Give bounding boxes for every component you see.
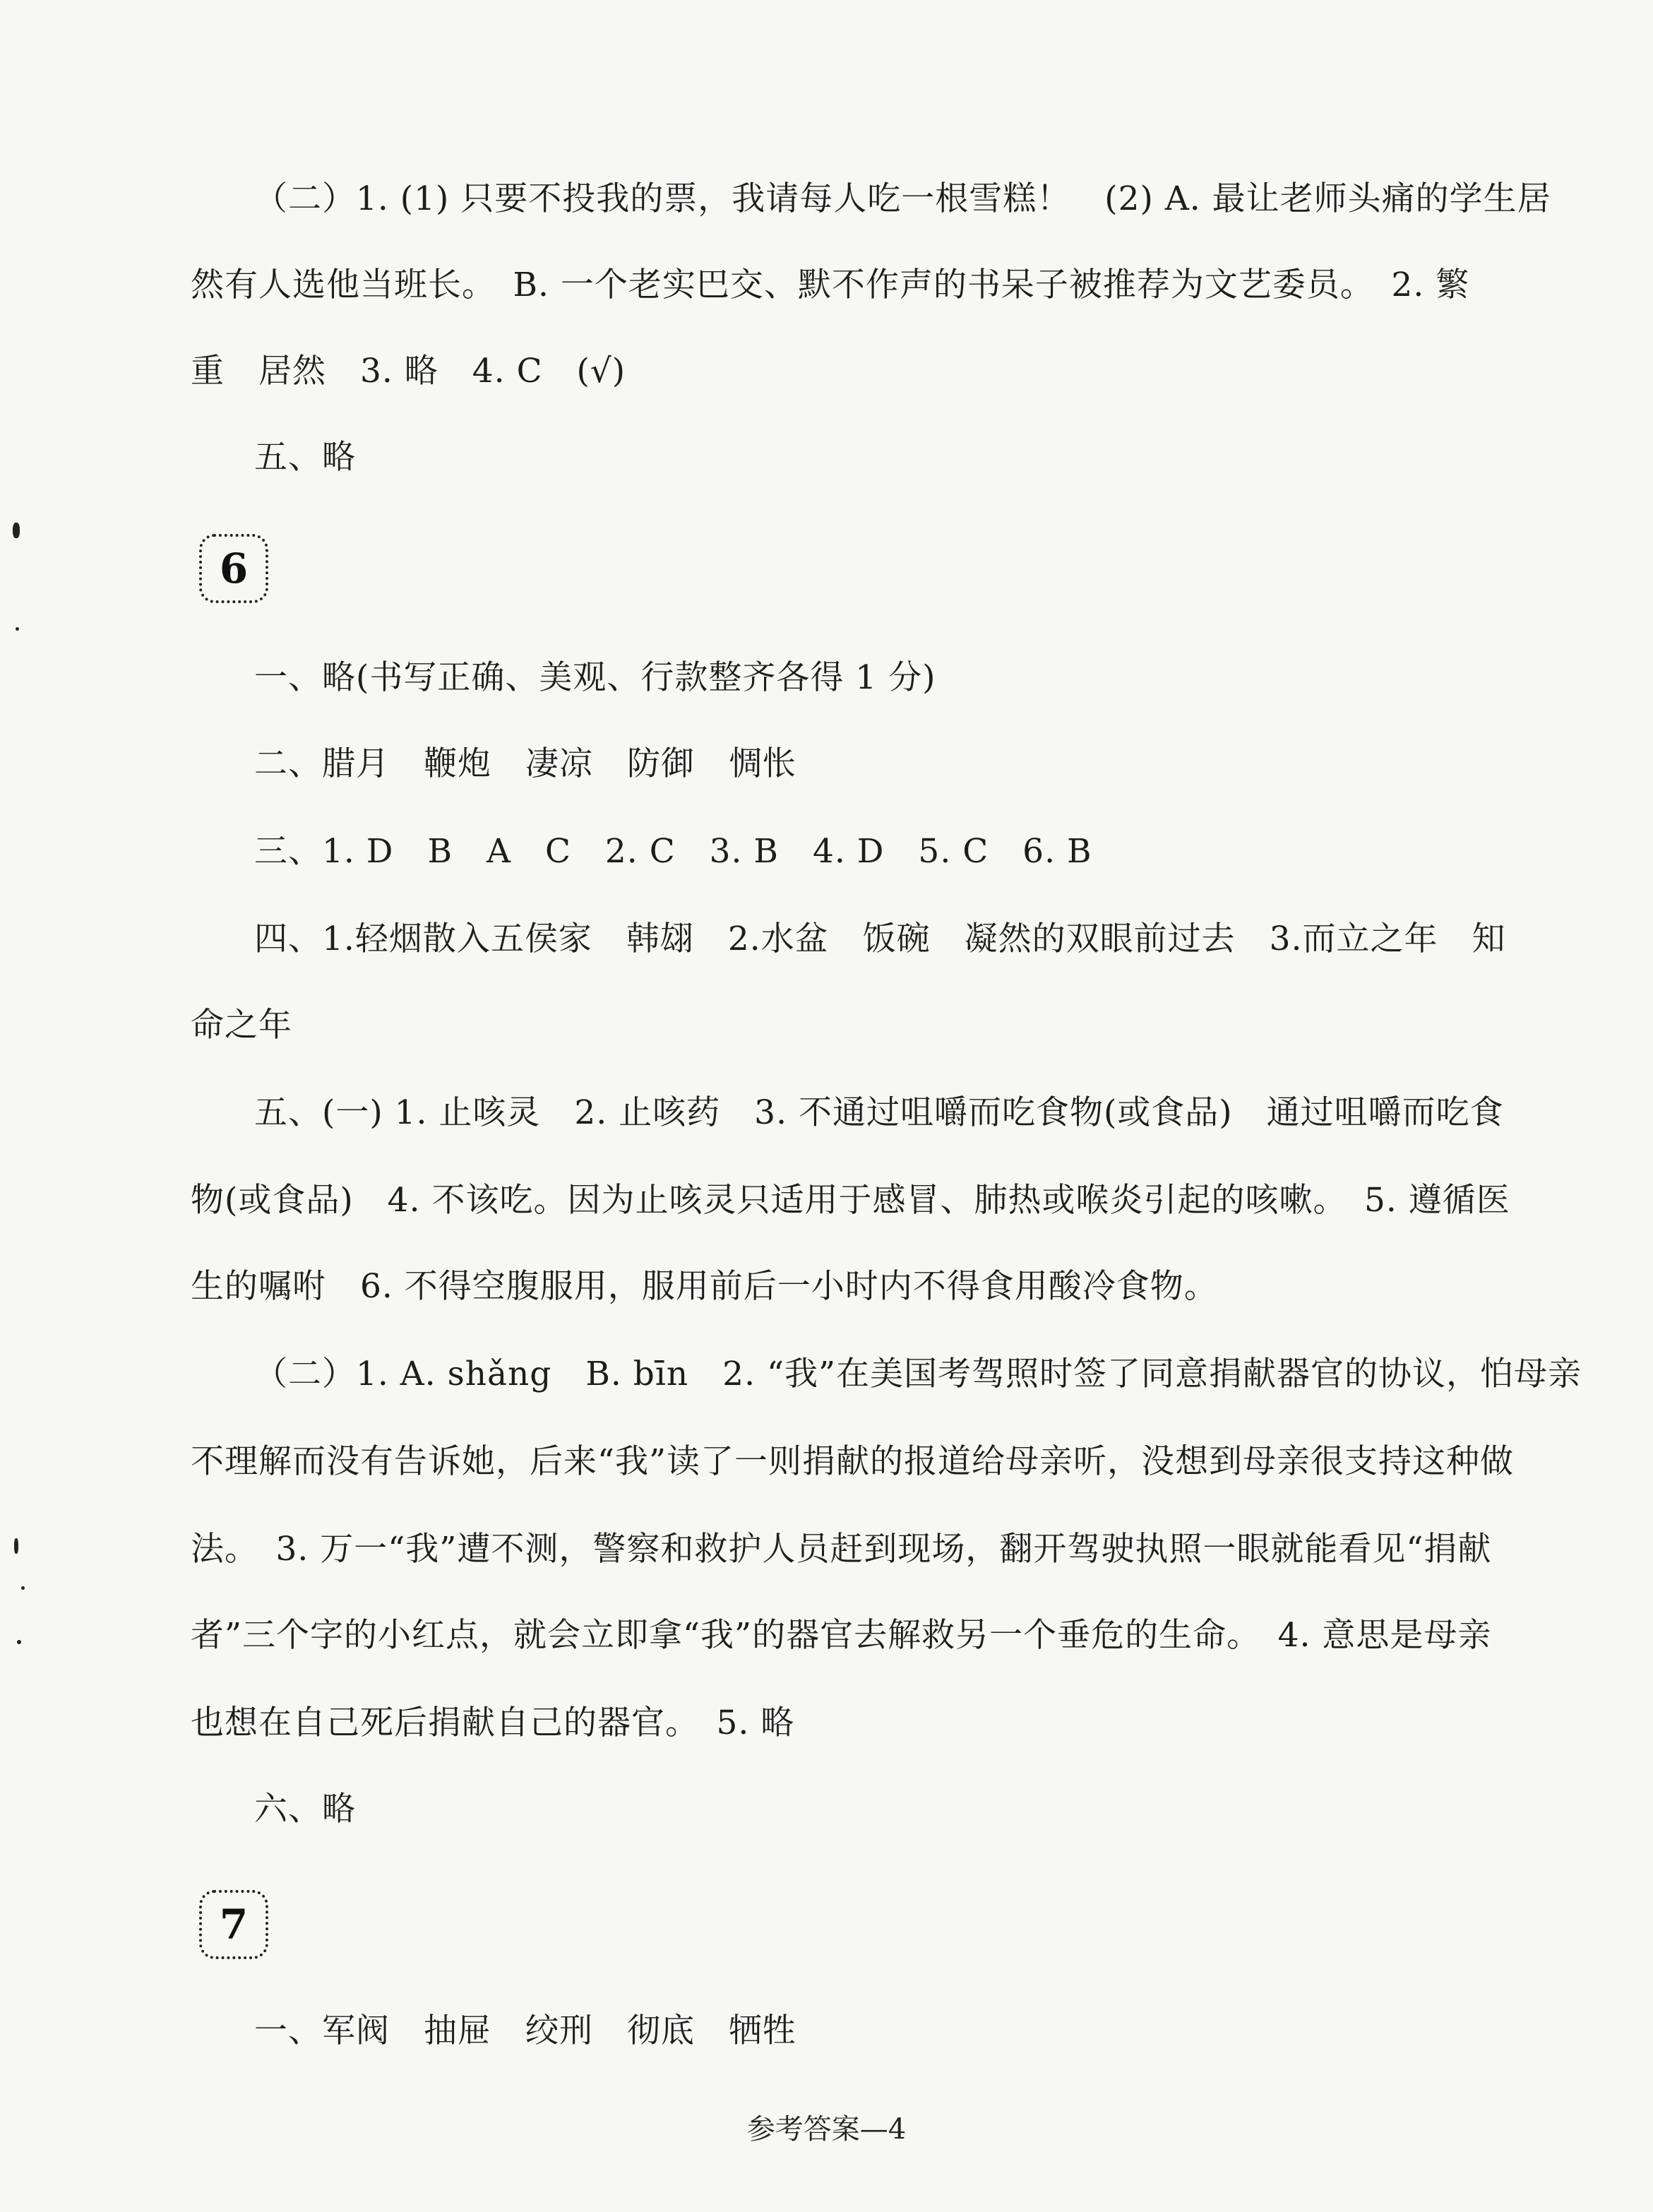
text-line: 重 居然 3. 略 4. C (√) bbox=[191, 352, 626, 391]
scan-speck bbox=[13, 523, 20, 538]
text-line: 五、(一) 1. 止咳灵 2. 止咳药 3. 不通过咀嚼而吃食物(或食品) 通过咀嚼而吃食 bbox=[254, 1093, 1504, 1132]
text-line: 一、略(书写正确、美观、行款整齐各得 1 分) bbox=[254, 658, 936, 697]
page-footer: 参考答案—4 bbox=[746, 2113, 907, 2146]
text-line: 也想在自己死后捐献自己的器官。 5. 略 bbox=[191, 1703, 795, 1742]
text-line: 不理解而没有告诉她，后来“我”读了一则捐献的报道给母亲听，没想到母亲很支持这种做 bbox=[191, 1442, 1515, 1481]
text-line: 物(或食品) 4. 不该吃。因为止咳灵只适用于感冒、肺热或喉炎引起的咳嗽。 5. 遵循医 bbox=[191, 1181, 1510, 1220]
text-line: 命之年 bbox=[191, 1006, 292, 1045]
text-line: （二）1. A. shǎng B. bīn 2. “我”在美国考驾照时签了同意捐献器官的协议，怕母亲 bbox=[254, 1355, 1582, 1393]
text-line: （二）1. (1) 只要不投我的票，我请每人吃一根雪糕！ (2) A. 最让老师头痛的学生居 bbox=[254, 179, 1551, 218]
scan-speck bbox=[21, 1586, 25, 1590]
text-line: 三、1. D B A C 2. C 3. B 4. D 5. C 6. B bbox=[254, 832, 1092, 871]
text-line: 法。 3. 万一“我”遭不测，警察和救护人员赶到现场，翻开驾驶执照一眼就能看见“捐献 bbox=[191, 1530, 1492, 1569]
scan-speck bbox=[14, 1538, 18, 1554]
text-line: 六、略 bbox=[254, 1790, 356, 1829]
section-number-badge: 6 bbox=[199, 534, 268, 603]
scan-speck bbox=[17, 1640, 21, 1644]
text-line: 然有人选他当班长。 B. 一个老实巴交、默不作声的书呆子被推荐为文艺委员。 2. 繁 bbox=[191, 266, 1470, 304]
text-line: 五、略 bbox=[254, 438, 356, 477]
text-line: 者”三个字的小红点，就会立即拿“我”的器官去解救另一个垂危的生命。 4. 意思是母亲 bbox=[191, 1616, 1492, 1655]
text-line: 四、1.轻烟散入五侯家 韩翃 2.水盆 饭碗 凝然的双眼前过去 3.而立之年 知 bbox=[254, 920, 1506, 958]
section-number-badge: 7 bbox=[199, 1890, 268, 1959]
text-line: 生的嘱咐 6. 不得空腹服用，服用前后一小时内不得食用酸冷食物。 bbox=[191, 1267, 1218, 1306]
text-line: 二、腊月 鞭炮 凄凉 防御 惆怅 bbox=[254, 744, 796, 783]
scan-speck bbox=[16, 627, 19, 631]
text-line: 一、军阀 抽屉 绞刑 彻底 牺牲 bbox=[254, 2011, 796, 2050]
